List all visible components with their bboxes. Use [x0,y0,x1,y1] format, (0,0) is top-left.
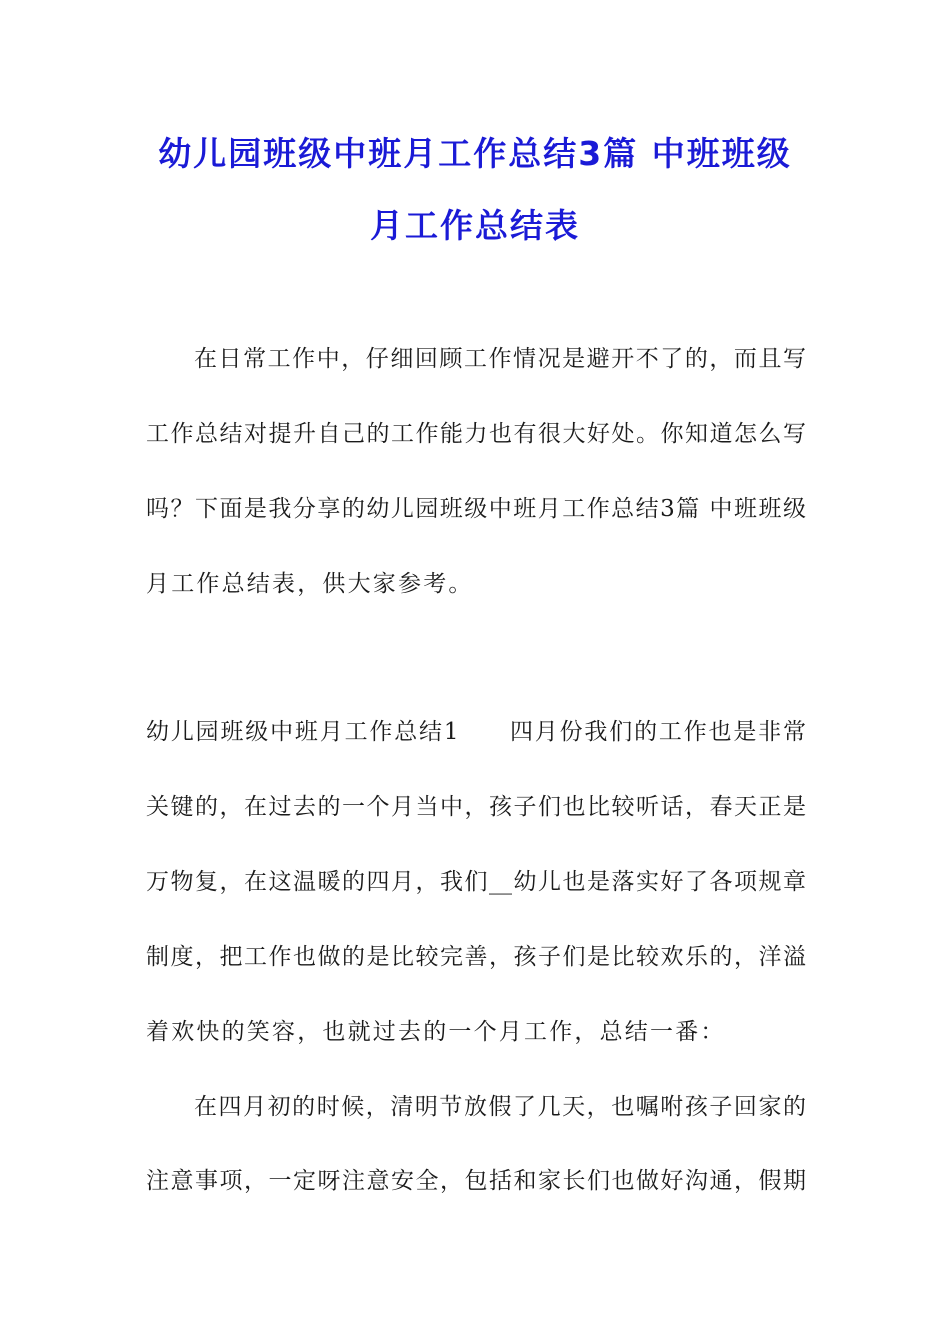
intro-line: 在日常工作中，仔细回顾工作情况是避开不了的，而且写 [194,346,806,372]
intro-line: 吗？下面是我分享的幼儿园班级中班月工作总结3篇 中班班级 [146,496,806,522]
document-title-line-2: 月工作总结表 [370,206,580,245]
section1-line: 关键的，在过去的一个月当中，孩子们也比较听话，春天正是 [146,794,806,820]
section1-line: 万物复，在这温暖的四月，我们__幼儿也是落实好了各项规章 [146,869,806,895]
section2-line: 在四月初的时候，清明节放假了几天，也嘱咐孩子回家的 [194,1094,806,1120]
section1-line: 制度，把工作也做的是比较完善，孩子们是比较欢乐的，洋溢 [146,944,806,970]
section2-line: 注意事项，一定呀注意安全，包括和家长们也做好沟通，假期 [146,1168,806,1194]
intro-line: 工作总结对提升自己的工作能力也有很大好处。你知道怎么写 [146,421,806,447]
document-title-line-1: 幼儿园班级中班月工作总结3篇 中班班级 [158,134,792,173]
section1-line: 幼儿园班级中班月工作总结1 四月份我们的工作也是非常 [146,719,806,745]
intro-line: 月工作总结表，供大家参考。 [146,571,474,597]
section1-line: 着欢快的笑容，也就过去的一个月工作，总结一番： [146,1019,726,1045]
